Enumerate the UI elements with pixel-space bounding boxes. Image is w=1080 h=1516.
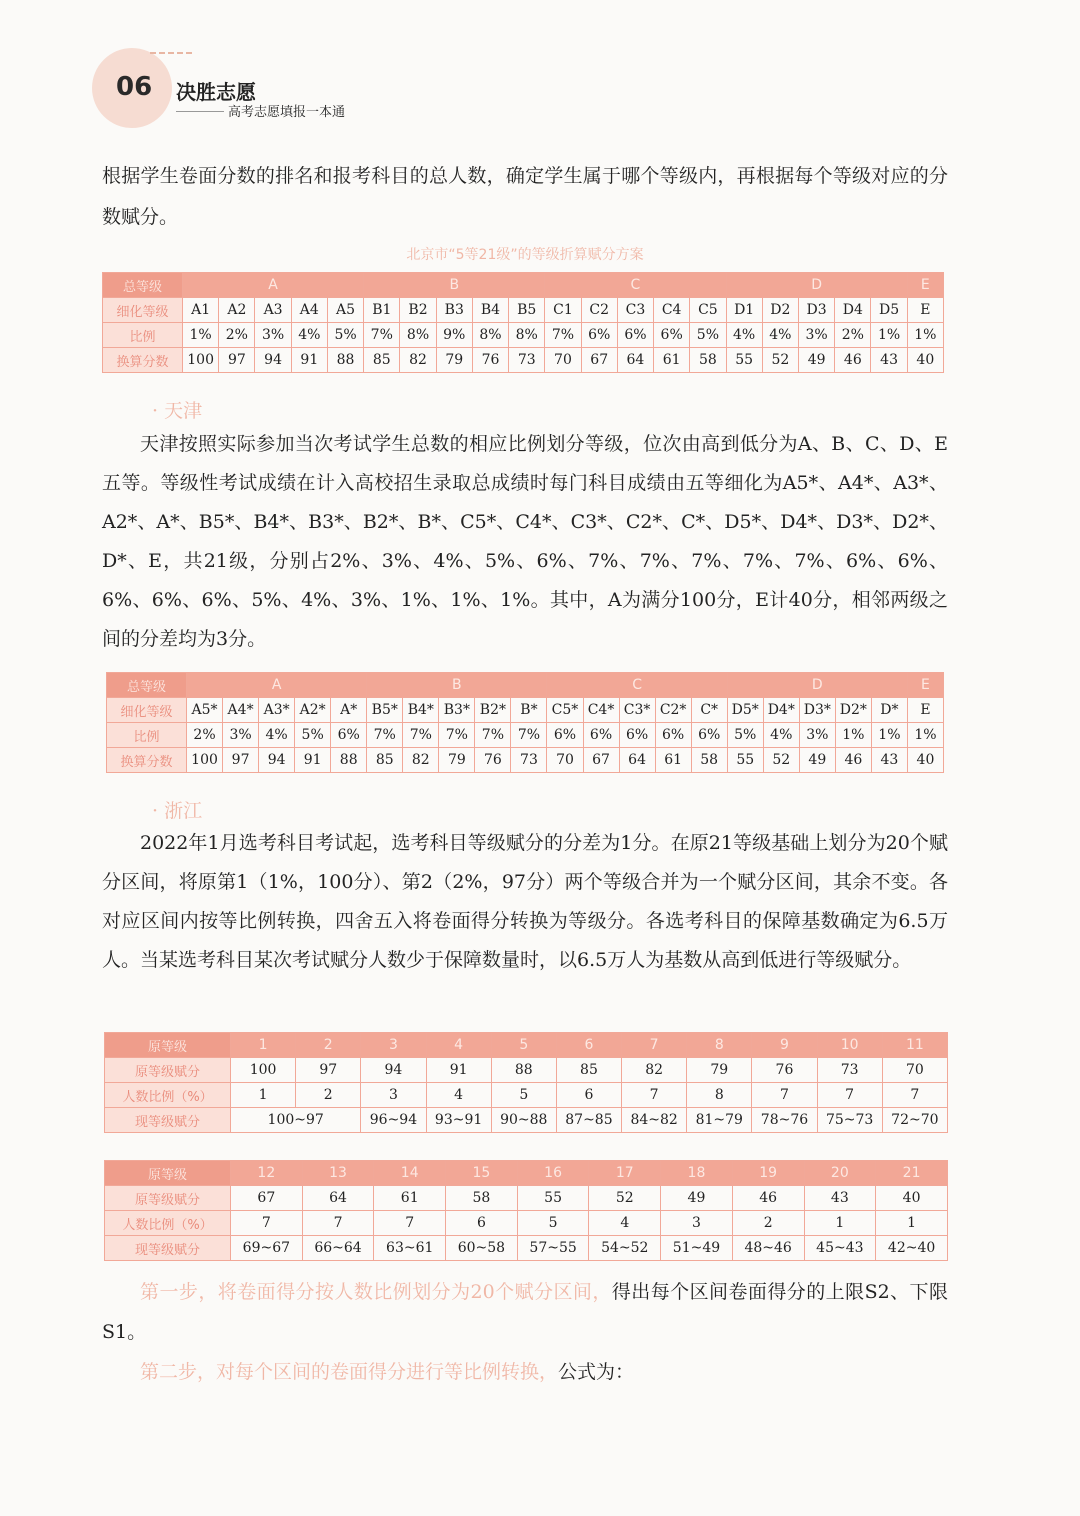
score-cell: 52 (763, 748, 799, 773)
grade-cell: C2* (655, 698, 691, 723)
score-cell: 73 (511, 748, 547, 773)
ratio-cell: 4 (426, 1083, 491, 1108)
grade-cell: B1 (364, 298, 400, 323)
grade-cell: B2 (400, 298, 436, 323)
level-cell: 1 (231, 1033, 296, 1058)
score-cell: 49 (798, 348, 834, 373)
ratio-cell: 1 (231, 1083, 296, 1108)
new-range-row (105, 1108, 948, 1133)
new-range-cell: 84~82 (622, 1108, 687, 1133)
zhejiang-heading-text: 浙江 (164, 800, 203, 822)
group-header-cell: D (727, 673, 907, 698)
ratio-cell: 7 (622, 1083, 687, 1108)
original-score-cell: 85 (556, 1058, 621, 1083)
score-cell: 88 (331, 748, 367, 773)
original-score-cell: 49 (661, 1186, 733, 1211)
grade-cell: B5 (509, 298, 545, 323)
ratio-cell: 4% (259, 723, 295, 748)
ratio-cell: 3% (223, 723, 259, 748)
ratio-cell: 6 (446, 1211, 518, 1236)
score-cell: 94 (259, 748, 295, 773)
new-range-cell: 69~67 (231, 1236, 303, 1261)
original-score-cell: 79 (687, 1058, 752, 1083)
grade-cell: C4* (583, 698, 619, 723)
level-cell: 14 (374, 1161, 446, 1186)
original-score-cell: 52 (589, 1186, 661, 1211)
grade-cell: A3* (259, 698, 295, 723)
header-rule (176, 111, 224, 112)
grade-cell: B4* (403, 698, 439, 723)
ratio-cell: 6% (581, 323, 617, 348)
grade-cell: C3* (619, 698, 655, 723)
ratio-cell: 3 (361, 1083, 426, 1108)
ratio-cell: 7% (475, 723, 511, 748)
ratio-cell: 1% (907, 323, 943, 348)
score-cell: 91 (291, 348, 327, 373)
original-score-cell: 91 (426, 1058, 491, 1083)
score-row (103, 348, 944, 373)
new-range-cell: 48~46 (732, 1236, 804, 1261)
ratio-cell: 7 (752, 1083, 817, 1108)
tianjin-grade-table (106, 672, 944, 773)
ratio-cell: 6 (556, 1083, 621, 1108)
header-decoration (150, 52, 192, 54)
level-cell: 6 (556, 1033, 621, 1058)
ratio-cell: 7 (817, 1083, 882, 1108)
ratio-row (105, 1083, 948, 1108)
ratio-cell: 7 (374, 1211, 446, 1236)
grade-cell: E (907, 298, 943, 323)
group-header-cell: C (547, 673, 727, 698)
group-header-cell: A (183, 273, 364, 298)
new-range-cell: 51~49 (661, 1236, 733, 1261)
ratio-cell: 6% (655, 723, 691, 748)
grade-cell: D* (871, 698, 907, 723)
intro-paragraph: 根据学生卷面分数的排名和报考科目的总人数，确定学生属于哪个等级内，再根据每个等级对应的分数赋分。 (102, 165, 948, 228)
new-range-cell: 87~85 (556, 1108, 621, 1133)
score-cell: 46 (835, 348, 871, 373)
grade-cell: D4* (763, 698, 799, 723)
original-score-cell: 88 (491, 1058, 556, 1083)
level-row (105, 1033, 948, 1058)
ratio-cell: 6% (331, 723, 367, 748)
ratio-cell: 6% (617, 323, 653, 348)
row-label: 比例 (107, 723, 187, 748)
original-score-cell: 100 (231, 1058, 296, 1083)
ratio-cell: 8% (509, 323, 545, 348)
score-cell: 70 (547, 748, 583, 773)
new-range-cell: 72~70 (882, 1108, 947, 1133)
score-cell: 82 (403, 748, 439, 773)
new-range-cell: 42~40 (876, 1236, 948, 1261)
grade-cell: B2* (475, 698, 511, 723)
ratio-cell: 4% (726, 323, 762, 348)
score-cell: 49 (799, 748, 835, 773)
level-cell: 7 (622, 1033, 687, 1058)
ratio-cell: 5% (327, 323, 363, 348)
ratio-cell: 2% (219, 323, 255, 348)
grade-cell: B3 (436, 298, 472, 323)
new-range-cell: 57~55 (517, 1236, 589, 1261)
original-score-cell: 82 (622, 1058, 687, 1083)
ratio-cell: 7% (364, 323, 400, 348)
grade-cell: C5* (547, 698, 583, 723)
row-label: 换算分数 (103, 348, 183, 373)
score-cell: 61 (655, 748, 691, 773)
row-label: 细化等级 (107, 698, 187, 723)
new-range-row (105, 1236, 948, 1261)
ratio-cell: 9% (436, 323, 472, 348)
grade-cell: D4 (835, 298, 871, 323)
ratio-cell: 1% (835, 723, 871, 748)
row-label: 现等级赋分 (105, 1108, 231, 1133)
grade-cell: D2 (762, 298, 798, 323)
grade-cell: C* (691, 698, 727, 723)
level-cell: 18 (661, 1161, 733, 1186)
ratio-cell: 7% (367, 723, 403, 748)
group-header-cell: C (545, 273, 726, 298)
level-cell: 21 (876, 1161, 948, 1186)
score-cell: 64 (617, 348, 653, 373)
row-label: 换算分数 (107, 748, 187, 773)
grade-cell: A2 (219, 298, 255, 323)
grade-cell: A* (331, 698, 367, 723)
score-cell: 52 (762, 348, 798, 373)
ratio-row (107, 723, 944, 748)
score-cell: 70 (545, 348, 581, 373)
score-cell: 67 (583, 748, 619, 773)
original-score-cell: 58 (446, 1186, 518, 1211)
group-row (107, 673, 944, 698)
row-label: 原等级 (105, 1033, 231, 1058)
ratio-cell: 7 (882, 1083, 947, 1108)
group-row (103, 273, 944, 298)
score-cell: 79 (436, 348, 472, 373)
ratio-cell: 3% (799, 723, 835, 748)
level-cell: 8 (687, 1033, 752, 1058)
row-label: 原等级赋分 (105, 1058, 231, 1083)
page-number: 06 (116, 72, 153, 102)
level-cell: 5 (491, 1033, 556, 1058)
new-range-cell: 60~58 (446, 1236, 518, 1261)
score-cell: 58 (690, 348, 726, 373)
ratio-cell: 3% (255, 323, 291, 348)
score-cell: 76 (472, 348, 508, 373)
score-cell: 91 (295, 748, 331, 773)
level-cell: 13 (302, 1161, 374, 1186)
score-cell: 43 (871, 348, 907, 373)
original-score-cell: 97 (296, 1058, 361, 1083)
score-cell: 100 (183, 348, 219, 373)
ratio-cell: 7% (545, 323, 581, 348)
step-one-paragraph (102, 1272, 948, 1352)
score-cell: 76 (475, 748, 511, 773)
new-range-cell: 66~64 (302, 1236, 374, 1261)
original-score-cell: 46 (732, 1186, 804, 1211)
ratio-cell: 1 (876, 1211, 948, 1236)
ratio-cell: 1% (183, 323, 219, 348)
grade-cell: C2 (581, 298, 617, 323)
step-two-paragraph (102, 1352, 948, 1392)
score-cell: 43 (871, 748, 907, 773)
step-two-text: 公式为： (558, 1361, 635, 1383)
level-cell: 2 (296, 1033, 361, 1058)
score-cell: 97 (219, 348, 255, 373)
group-header-cell: B (367, 673, 547, 698)
level-cell: 19 (732, 1161, 804, 1186)
grade-cell: B5* (367, 698, 403, 723)
grade-cell: A4* (223, 698, 259, 723)
row-label: 原等级 (105, 1161, 231, 1186)
original-score-cell: 76 (752, 1058, 817, 1083)
row-label: 人数比例（%） (105, 1083, 231, 1108)
new-range-cell: 78~76 (752, 1108, 817, 1133)
ratio-cell: 4% (763, 723, 799, 748)
level-row (105, 1161, 948, 1186)
original-score-cell: 55 (517, 1186, 589, 1211)
step-two-label: 第二步，对每个区间的卷面得分进行等比例转换， (140, 1361, 559, 1383)
score-cell: 55 (727, 748, 763, 773)
original-score-cell: 64 (302, 1186, 374, 1211)
new-range-cell: 63~61 (374, 1236, 446, 1261)
new-range-cell: 96~94 (361, 1108, 426, 1133)
ratio-cell: 6% (547, 723, 583, 748)
level-cell: 16 (517, 1161, 589, 1186)
ratio-cell: 5% (727, 723, 763, 748)
grade-cell: C3 (617, 298, 653, 323)
ratio-cell: 8 (687, 1083, 752, 1108)
grade-cell: B3* (439, 698, 475, 723)
row-label: 比例 (103, 323, 183, 348)
ratio-cell: 7% (403, 723, 439, 748)
level-cell: 12 (231, 1161, 303, 1186)
original-score-row (105, 1058, 948, 1083)
score-cell: 88 (327, 348, 363, 373)
original-score-cell: 40 (876, 1186, 948, 1211)
original-score-cell: 70 (882, 1058, 947, 1083)
score-cell: 40 (907, 748, 943, 773)
grade-cell: A3 (255, 298, 291, 323)
ratio-cell: 7 (302, 1211, 374, 1236)
ratio-cell: 4 (589, 1211, 661, 1236)
group-header-cell: E (907, 673, 943, 698)
book-subtitle: 高考志愿填报一本通 (228, 105, 346, 120)
zhejiang-table-levels-12-21 (104, 1160, 948, 1261)
ratio-cell: 2 (732, 1211, 804, 1236)
original-score-row (105, 1186, 948, 1211)
original-score-cell: 43 (804, 1186, 876, 1211)
score-cell: 100 (187, 748, 223, 773)
ratio-cell: 6% (654, 323, 690, 348)
step-one-text: 得出每个区间卷面得分的上限S2、下限S1。 (102, 1281, 948, 1343)
grade-cell: C4 (654, 298, 690, 323)
grade-cell: B* (511, 698, 547, 723)
score-cell: 79 (439, 748, 475, 773)
ratio-row (103, 323, 944, 348)
grade-cell: B4 (472, 298, 508, 323)
grade-cell: A2* (295, 698, 331, 723)
level-cell: 4 (426, 1033, 491, 1058)
zhejiang-heading: · 浙江 (152, 800, 203, 822)
new-range-cell: 100~97 (231, 1108, 361, 1133)
ratio-cell: 1% (871, 323, 907, 348)
level-cell: 3 (361, 1033, 426, 1058)
ratio-cell: 7 (231, 1211, 303, 1236)
ratio-cell: 4% (291, 323, 327, 348)
ratio-cell: 3% (798, 323, 834, 348)
new-range-cell: 93~91 (426, 1108, 491, 1133)
zhejiang-table-levels-1-11 (104, 1032, 948, 1133)
level-cell: 10 (817, 1033, 882, 1058)
row-label: 总等级 (103, 273, 183, 298)
beijing-table-caption: 北京市“5等21级”的等级折算赋分方案 (406, 247, 644, 263)
level-cell: 11 (882, 1033, 947, 1058)
score-cell: 67 (581, 348, 617, 373)
ratio-cell: 6% (691, 723, 727, 748)
tianjin-heading: · 天津 (152, 400, 203, 422)
score-cell: 73 (509, 348, 545, 373)
grade-cell: D1 (726, 298, 762, 323)
level-cell: 15 (446, 1161, 518, 1186)
level-cell: 20 (804, 1161, 876, 1186)
group-header-cell: A (187, 673, 367, 698)
ratio-cell: 3 (661, 1211, 733, 1236)
grade-cell: D5 (871, 298, 907, 323)
row-label: 细化等级 (103, 298, 183, 323)
ratio-cell: 1 (804, 1211, 876, 1236)
new-range-cell: 90~88 (491, 1108, 556, 1133)
ratio-cell: 2 (296, 1083, 361, 1108)
new-range-cell: 75~73 (817, 1108, 882, 1133)
row-label: 原等级赋分 (105, 1186, 231, 1211)
score-cell: 40 (907, 348, 943, 373)
new-range-cell: 81~79 (687, 1108, 752, 1133)
level-cell: 17 (589, 1161, 661, 1186)
group-header-cell: B (364, 273, 545, 298)
score-cell: 85 (364, 348, 400, 373)
ratio-cell: 8% (472, 323, 508, 348)
ratio-cell: 5% (690, 323, 726, 348)
ratio-cell: 5 (491, 1083, 556, 1108)
score-cell: 55 (726, 348, 762, 373)
row-label: 现等级赋分 (105, 1236, 231, 1261)
grade-cell: A1 (183, 298, 219, 323)
score-cell: 97 (223, 748, 259, 773)
ratio-cell: 4% (762, 323, 798, 348)
grade-row (107, 698, 944, 723)
ratio-cell: 8% (400, 323, 436, 348)
tianjin-heading-text: 天津 (164, 400, 203, 422)
group-header-cell: E (907, 273, 943, 298)
score-cell: 94 (255, 348, 291, 373)
ratio-row (105, 1211, 948, 1236)
ratio-cell: 1% (871, 723, 907, 748)
ratio-cell: 5% (295, 723, 331, 748)
grade-cell: C5 (690, 298, 726, 323)
grade-cell: A5 (327, 298, 363, 323)
grade-cell: D5* (727, 698, 763, 723)
score-cell: 46 (835, 748, 871, 773)
row-label: 总等级 (107, 673, 187, 698)
beijing-grade-table (102, 272, 944, 373)
grade-cell: D3 (798, 298, 834, 323)
grade-cell: D3* (799, 698, 835, 723)
step-one-label: 第一步，将卷面得分按人数比例划分为20个赋分区间， (140, 1281, 612, 1303)
original-score-cell: 61 (374, 1186, 446, 1211)
row-label: 人数比例（%） (105, 1211, 231, 1236)
grade-cell: A4 (291, 298, 327, 323)
book-title: 决胜志愿 (176, 80, 256, 104)
score-cell: 58 (691, 748, 727, 773)
ratio-cell: 6% (583, 723, 619, 748)
ratio-cell: 6% (619, 723, 655, 748)
original-score-cell: 94 (361, 1058, 426, 1083)
ratio-cell: 2% (187, 723, 223, 748)
group-header-cell: D (726, 273, 907, 298)
score-cell: 85 (367, 748, 403, 773)
grade-cell: C1 (545, 298, 581, 323)
ratio-cell: 1% (907, 723, 943, 748)
ratio-cell: 7% (511, 723, 547, 748)
new-range-cell: 54~52 (589, 1236, 661, 1261)
score-cell: 82 (400, 348, 436, 373)
original-score-cell: 73 (817, 1058, 882, 1083)
score-cell: 61 (654, 348, 690, 373)
grade-cell: A5* (187, 698, 223, 723)
ratio-cell: 5 (517, 1211, 589, 1236)
ratio-cell: 7% (439, 723, 475, 748)
score-cell: 64 (619, 748, 655, 773)
level-cell: 9 (752, 1033, 817, 1058)
new-range-cell: 45~43 (804, 1236, 876, 1261)
grade-cell: D2* (835, 698, 871, 723)
score-row (107, 748, 944, 773)
grade-cell: E (907, 698, 943, 723)
tianjin-paragraph: 天津按照实际参加当次考试学生总数的相应比例划分等级，位次由高到低分为A、B、C、D、E五等。等级性考试成绩在计入高校招生录取总成绩时每门科目成绩由五等细化为A5*、A4*、A3*、A2*、A*、B5*、B4*、B3*、B2*、B*、C5*、C4*、C3*、C2*、C*、D5*、D4*、D3*、D2*、D*、E，共21级，分别占2%、3%、4%、5%、6%、7%、7%、7%、7%、7%、6%、6%、6%、6%、6%、5%、4%、3%、1%、1%、1%。其中，A为满分100分，E计40分，相邻两级之间的分差均为3分。 (102, 433, 948, 650)
grade-row (103, 298, 944, 323)
original-score-cell: 67 (231, 1186, 303, 1211)
ratio-cell: 2% (835, 323, 871, 348)
zhejiang-paragraph: 2022年1月选考科目考试起，选考科目等级赋分的分差为1分。在原21等级基础上划分为20个赋分区间，将原第1（1%，100分）、第2（2%，97分）两个等级合并为一个赋分区间，其余不变。各对应区间内按等比例转换，四舍五入将卷面得分转换为等级分。各选考科目的保障基数确定为6.5万人。当某选考科目某次考试赋分人数少于保障数量时，以6.5万人为基数从高到低进行等级赋分。 (102, 832, 948, 971)
